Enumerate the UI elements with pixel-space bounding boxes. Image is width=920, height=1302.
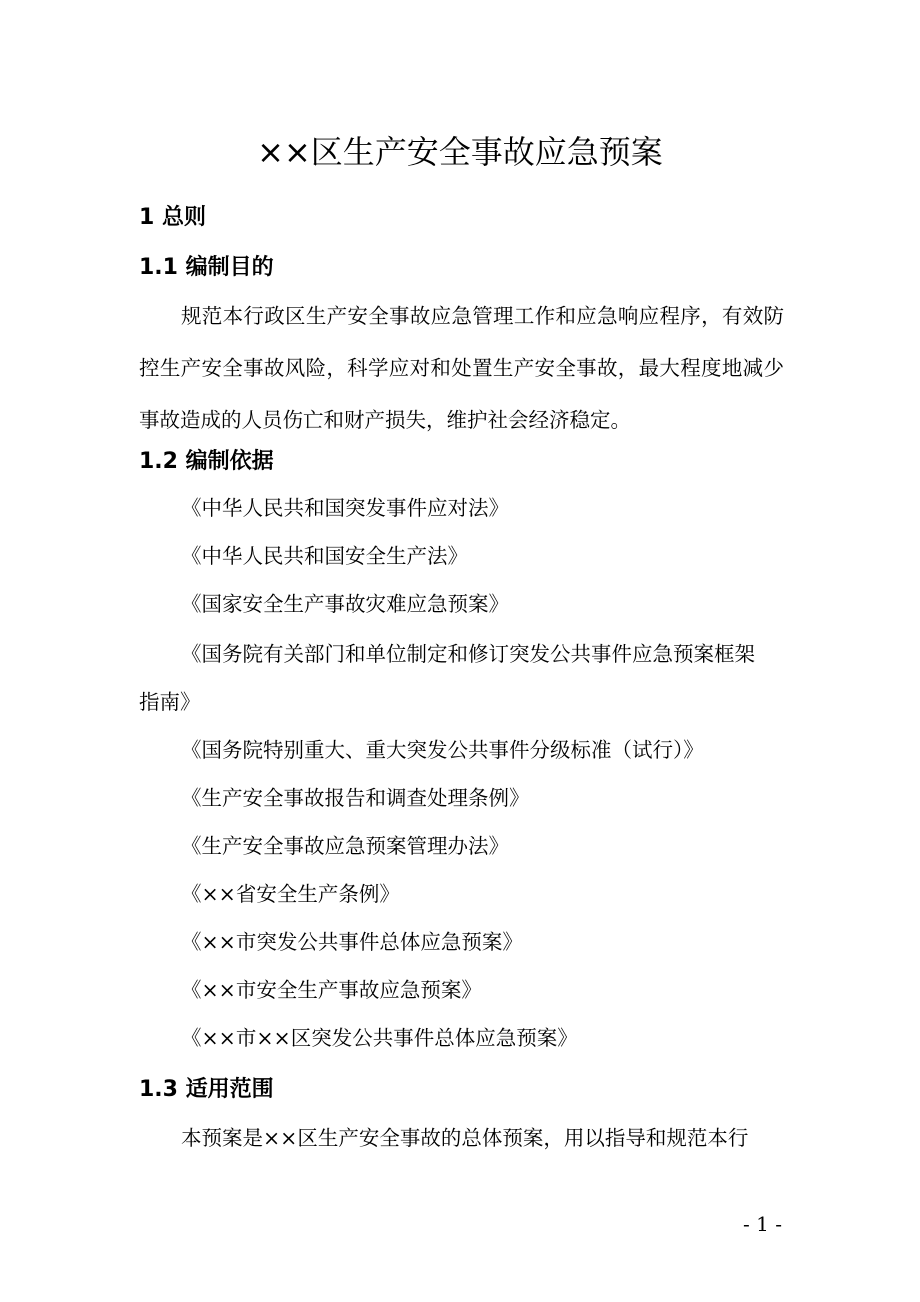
section-heading-1-1: 1.1 编制目的 <box>139 255 274 280</box>
section-heading-1-2: 1.2 编制依据 <box>139 449 274 474</box>
reference-item: 《国务院特别重大、重大突发公共事件分级标准（试行）》 <box>181 738 704 762</box>
reference-item: 《中华人民共和国安全生产法》 <box>181 544 468 568</box>
document-title: ××区生产安全事故应急预案 <box>257 133 663 171</box>
reference-item: 《××市××区突发公共事件总体应急预案》 <box>181 1026 578 1050</box>
reference-item: 《××市突发公共事件总体应急预案》 <box>181 930 523 954</box>
reference-item: 《国家安全生产事故灾难应急预案》 <box>181 592 509 616</box>
reference-item-continuation: 指南》 <box>139 690 201 714</box>
section-heading-1-3: 1.3 适用范围 <box>139 1077 274 1102</box>
reference-item: 《中华人民共和国突发事件应对法》 <box>181 496 509 520</box>
reference-item: 《生产安全事故报告和调查处理条例》 <box>181 786 530 810</box>
page-number: - 1 - <box>743 1212 782 1236</box>
reference-item: 《××省安全生产条例》 <box>181 882 400 906</box>
reference-item: 《国务院有关部门和单位制定和修订突发公共事件应急预案框架 <box>181 642 755 666</box>
reference-item: 《××市安全生产事故应急预案》 <box>181 978 482 1002</box>
section-heading-1: 1 总则 <box>139 205 206 230</box>
reference-item: 《生产安全事故应急预案管理办法》 <box>181 834 509 858</box>
purpose-paragraph: 规范本行政区生产安全事故应急管理工作和应急响应程序，有效防控生产安全事故风险，科学应对和处置生产安全事故，最大程度地减少事故造成的人员伤亡和财产损失，维护社会经济稳定。 <box>139 304 784 432</box>
scope-paragraph: 本预案是××区生产安全事故的总体预案，用以指导和规范本行 <box>181 1126 749 1150</box>
